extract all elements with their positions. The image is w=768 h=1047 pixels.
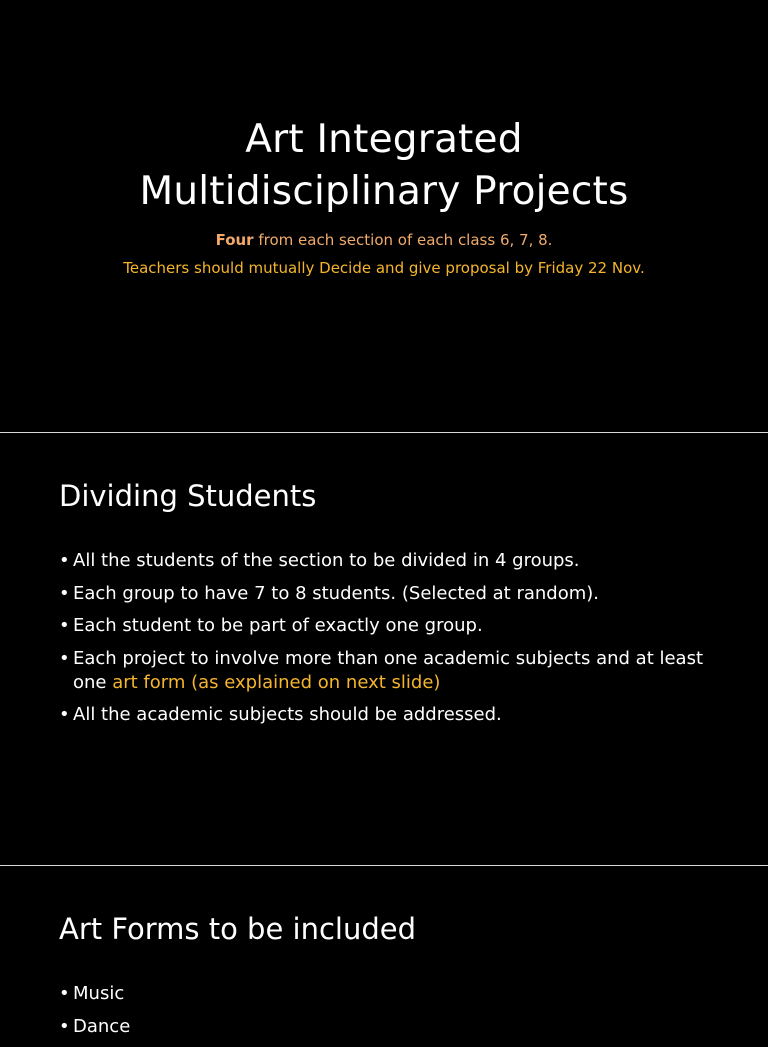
- page-title: [0, 114, 768, 218]
- title-line-2: Multidisciplinary Projects: [139, 169, 629, 214]
- title-line-1: Art Integrated: [245, 117, 523, 162]
- bullet-icon: •: [59, 704, 70, 725]
- art-form-link-text: art form (as explained on next slide): [112, 671, 441, 693]
- list-item-text: Each group to have 7 to 8 students. (Selected at random).: [73, 582, 600, 604]
- list-item: [59, 703, 719, 727]
- bullet-icon: •: [59, 1015, 70, 1037]
- slide-dividing-students: [0, 433, 768, 865]
- slide-title: [0, 0, 768, 432]
- bullet-icon: •: [59, 647, 70, 669]
- slide-art-forms: [0, 866, 768, 1037]
- subtitle-line-1: [0, 230, 768, 250]
- list-item: [59, 647, 719, 695]
- list-item: [59, 982, 719, 1006]
- subtitle-rest: from each section of each class 6, 7, 8.: [253, 231, 553, 249]
- list-item-text: Each project to involve more than one academic subjects and at least one: [73, 647, 704, 693]
- bullet-icon: •: [59, 615, 70, 636]
- list-item: [59, 582, 719, 606]
- list-item-text: Music: [73, 983, 125, 1004]
- list-item-text: All the academic subjects should be addressed.: [73, 704, 502, 725]
- list-item-text: Dance: [73, 1015, 131, 1037]
- list-item: [59, 549, 719, 573]
- list-item: [59, 1015, 719, 1039]
- list-item: [59, 614, 719, 638]
- bullet-icon: •: [59, 983, 70, 1004]
- bullet-icon: •: [59, 550, 70, 571]
- slide-heading: Dividing Students: [59, 479, 317, 513]
- bullet-list: [59, 982, 719, 1047]
- bullet-icon: •: [59, 582, 70, 604]
- subtitle-bold-word: Four: [215, 231, 254, 249]
- list-item-text: Each student to be part of exactly one group.: [73, 615, 483, 636]
- subtitle-line-2: Teachers should mutually Decide and give proposal by Friday 22 Nov.: [123, 259, 645, 277]
- bullet-list: [59, 549, 719, 736]
- slide-heading: Art Forms to be included: [59, 912, 417, 946]
- list-item-text: All the students of the section to be divided in 4 groups.: [73, 550, 580, 571]
